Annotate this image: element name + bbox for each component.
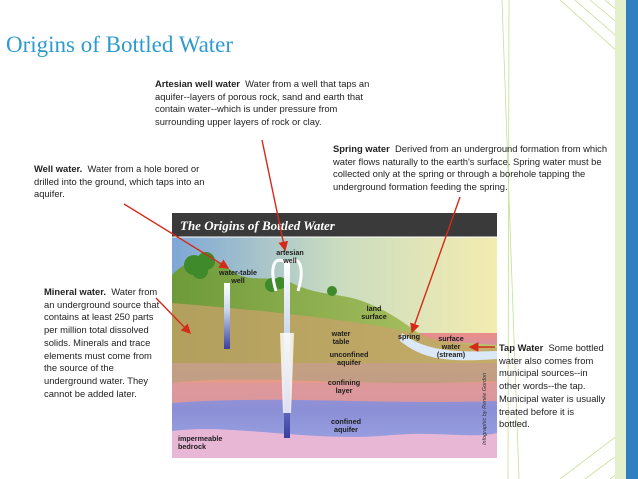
- callout-artesian-text: Water from a well that taps an aquifer--layers of porous rock, sand and earth that contain water--which is under pressure from surrounding upper layers of rock or clay.: [155, 78, 370, 128]
- arrow-mineral: [156, 298, 190, 333]
- callout-well-text: Water from a hole bored or drilled into the ground, which taps into an aquifer.: [34, 163, 205, 200]
- label-confining-layer: confining layer: [327, 378, 361, 395]
- callout-tap-text: Some bottled water also comes from municipal sources--in other words--the tap. Municipal water is usually treated before it is bottled.: [499, 342, 606, 430]
- label-artesian-well: artesian well: [276, 248, 304, 265]
- label-land-surface: land surface: [361, 304, 387, 321]
- label-unconfined-aquifer: unconfined aquifer: [329, 350, 369, 367]
- arrow-spring: [412, 197, 460, 332]
- callout-mineral-lead: Mineral water.: [44, 286, 107, 297]
- label-surface-water: surface water (stream): [436, 334, 466, 359]
- arrow-artesian: [262, 140, 285, 250]
- label-water-table-well: water-table well: [219, 268, 257, 285]
- label-impermeable-bedrock: impermeable bedrock: [178, 434, 223, 451]
- label-spring: spring: [398, 332, 420, 341]
- callout-well-lead: Well water.: [34, 163, 83, 174]
- callout-spring-lead: Spring water: [333, 143, 390, 154]
- callout-artesian-lead: Artesian well water: [155, 78, 240, 89]
- callout-spring-text: Derived from an underground formation from which water flows naturally to the earth's surface. Spring water must be collected only at the spring or through a borehole tapping the underground formation feeding the spring.: [333, 143, 608, 193]
- callout-mineral-text: Water from an underground source that contains at least 250 parts per million total dissolved solids. Minerals and trace elements must come from the source of the underground water. They cannot be added later.: [44, 286, 160, 399]
- slide-title: Origins of Bottled Water: [6, 32, 234, 57]
- diagram-title: The Origins of Bottled Water: [180, 218, 335, 233]
- diagram-credit: Infographic by Renée Gordon: [482, 372, 488, 445]
- label-water-table: water table: [331, 329, 351, 346]
- callout-tap-lead: Tap Water: [499, 342, 544, 353]
- arrow-well: [124, 204, 228, 268]
- label-confined-aquifer: confined aquifer: [331, 417, 361, 434]
